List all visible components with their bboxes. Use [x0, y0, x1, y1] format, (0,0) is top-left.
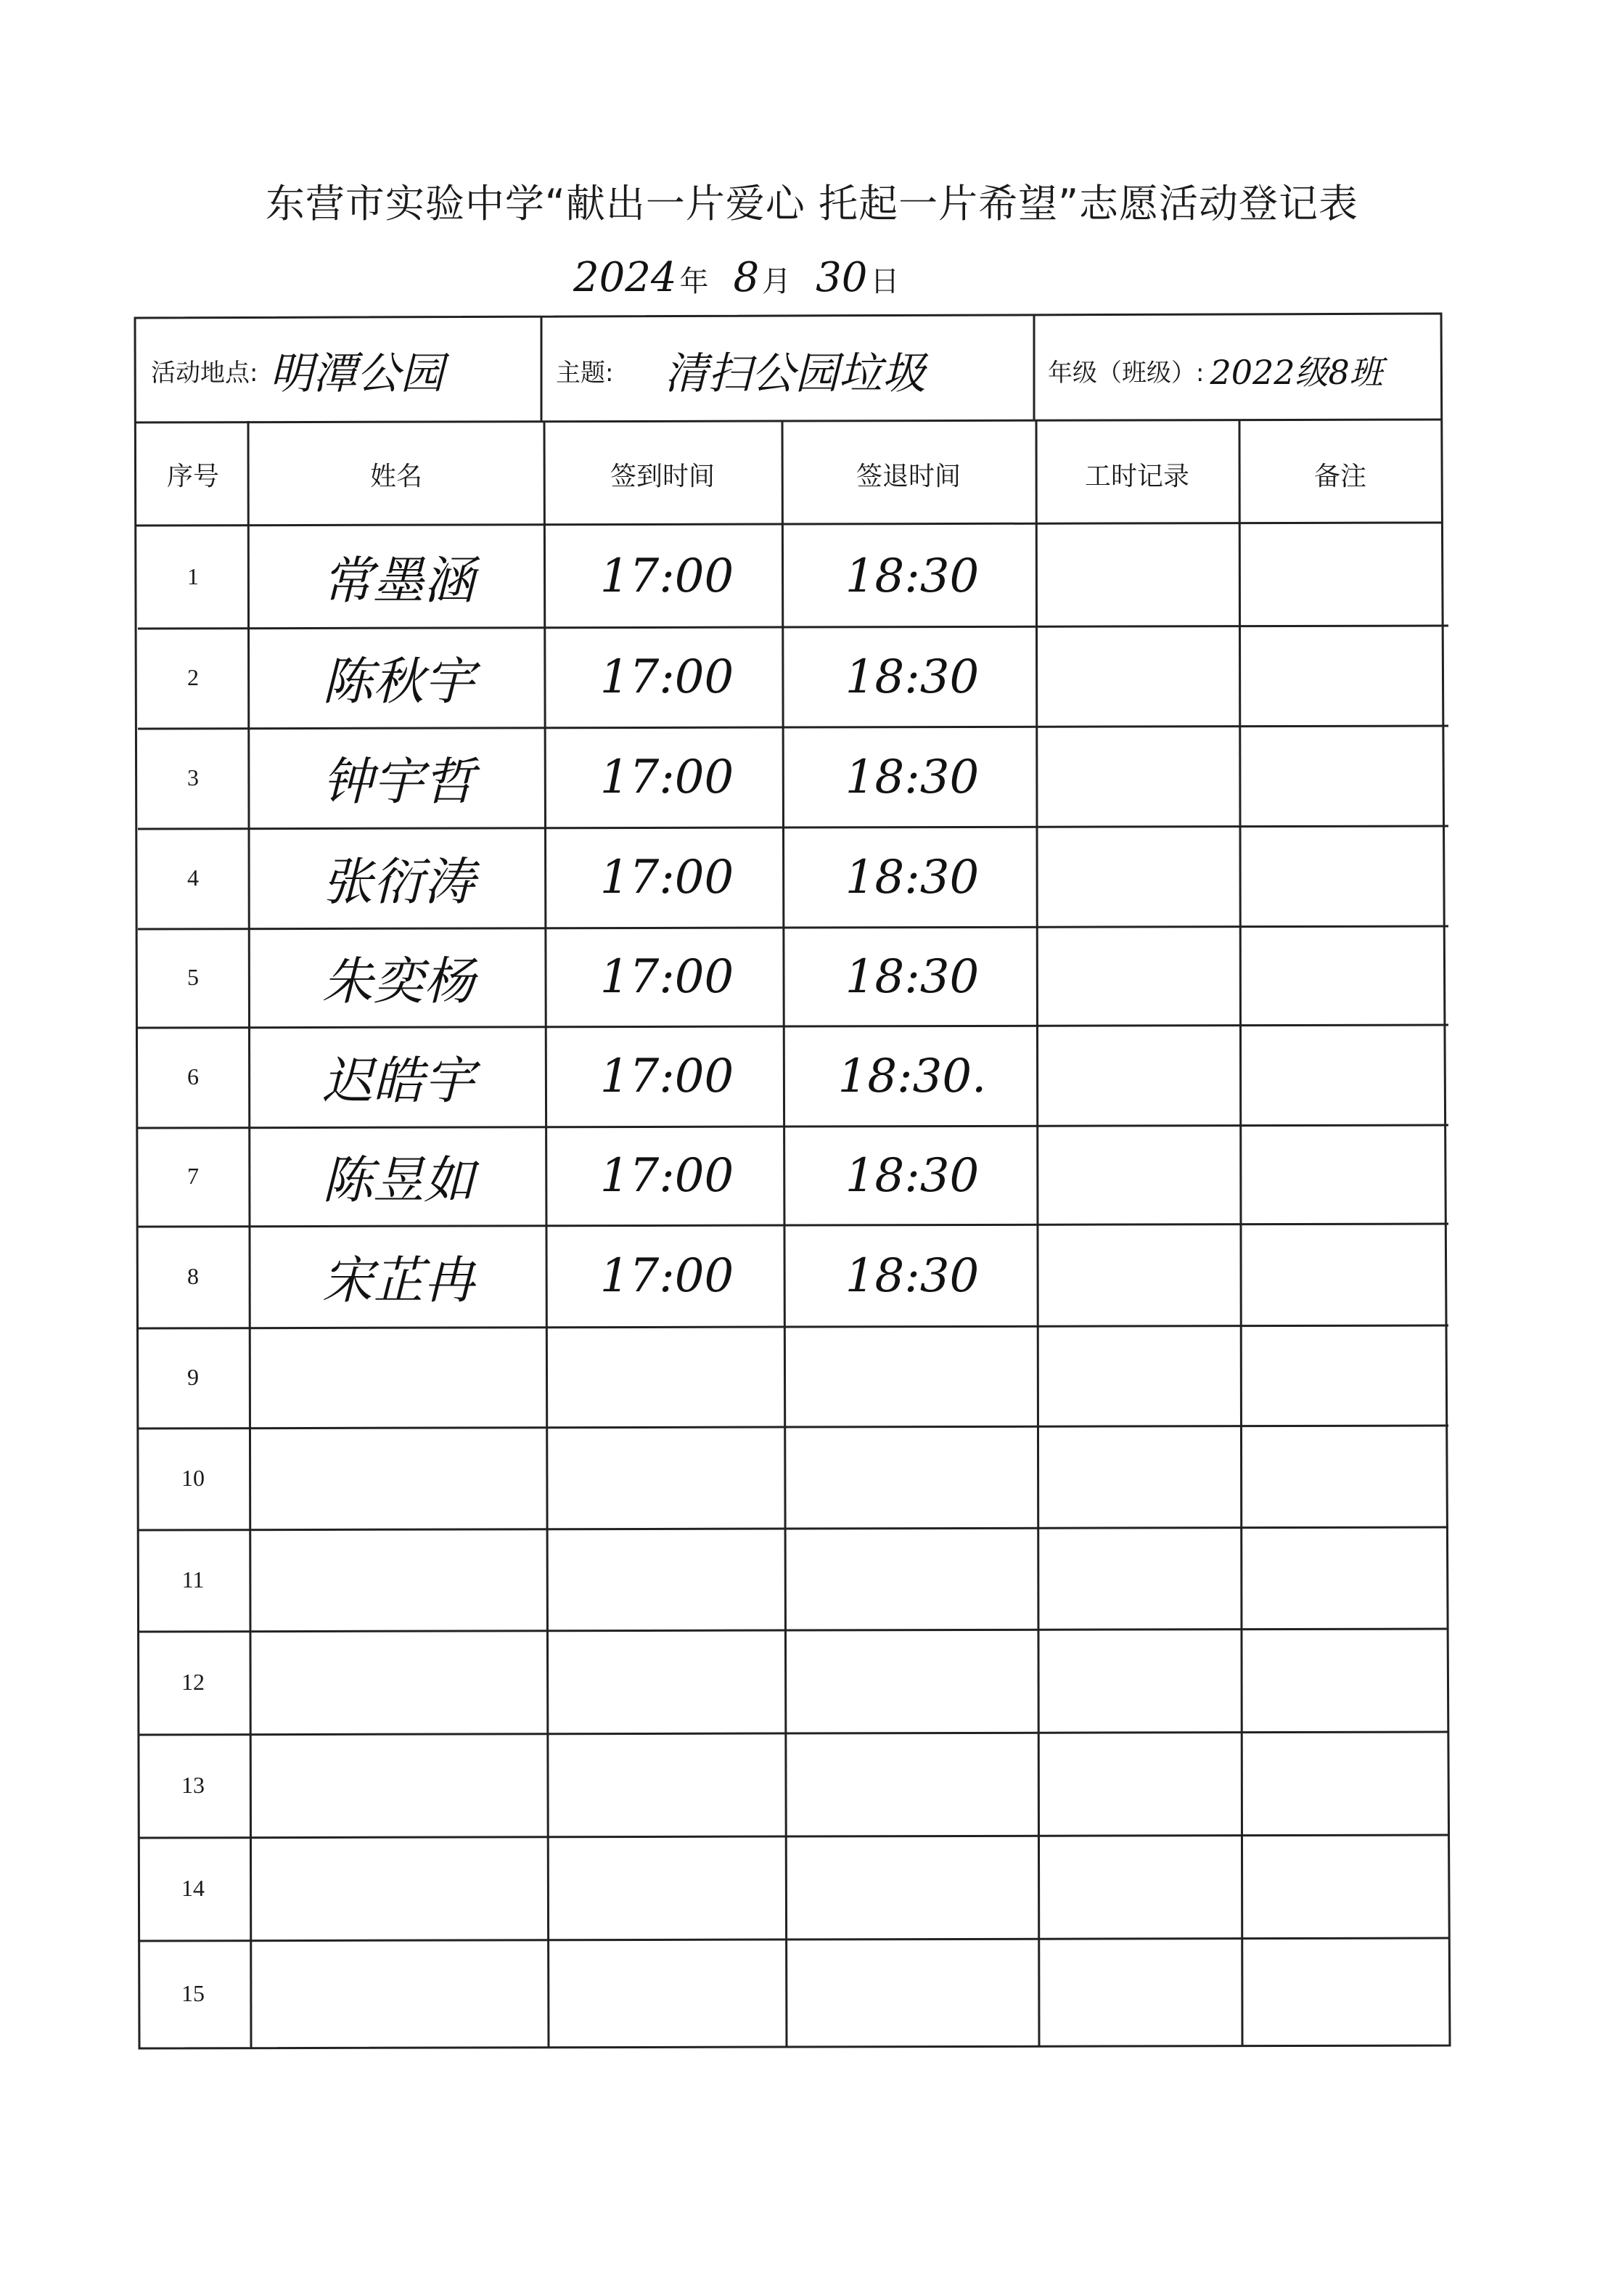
theme-field — [556, 318, 1028, 422]
name-cell — [250, 1733, 547, 1836]
date-year: 2024 — [573, 254, 677, 301]
date-month-unit: 月 — [762, 265, 792, 298]
name-cell: 常墨涵 — [322, 550, 475, 610]
name-cell: 陈秋宇 — [322, 651, 475, 711]
seq-number: 1 — [187, 563, 199, 589]
seq-number: 9 — [187, 1363, 199, 1390]
col-header-note: 备注 — [1313, 461, 1366, 491]
checkin-cell: 17:00 — [599, 1050, 734, 1103]
note-cell — [1242, 1733, 1444, 1836]
date-day: 30 — [816, 254, 868, 301]
hours-cell — [1039, 827, 1241, 928]
checkout-cell — [787, 1939, 1038, 2047]
checkout-cell — [787, 1630, 1038, 1733]
note-cell — [1242, 1630, 1444, 1733]
checkout-cell — [787, 1327, 1038, 1427]
hours-cell — [1039, 1630, 1241, 1733]
seq-number: 4 — [187, 864, 199, 891]
checkout-cell: 18:30 — [845, 1149, 980, 1203]
checkout-cell: 18:30. — [837, 1050, 987, 1103]
note-cell — [1242, 1127, 1444, 1225]
hours-cell — [1039, 1836, 1241, 1939]
note-cell — [1242, 1225, 1444, 1327]
location-label: 活动地点: — [151, 358, 258, 388]
name-cell — [250, 1327, 547, 1427]
hours-cell — [1039, 627, 1241, 727]
note-cell — [1242, 526, 1444, 627]
checkout-cell — [787, 1836, 1038, 1939]
checkin-cell — [549, 1327, 785, 1427]
checkout-cell: 18:30 — [845, 751, 980, 804]
hours-cell — [1039, 1026, 1241, 1127]
checkin-cell: 17:00 — [599, 851, 734, 904]
note-cell — [1242, 627, 1444, 727]
checkin-cell — [549, 1733, 785, 1836]
hours-cell — [1039, 928, 1241, 1026]
note-cell — [1242, 1327, 1444, 1427]
date-year-unit: 年 — [679, 265, 709, 298]
name-cell: 陈昱如 — [322, 1150, 475, 1210]
seq-number: 3 — [187, 764, 199, 790]
grade-field — [1048, 318, 1440, 422]
seq-number: 12 — [181, 1668, 205, 1695]
checkin-cell: 17:00 — [599, 950, 734, 1004]
checkout-cell: 18:30 — [845, 851, 980, 904]
name-cell — [250, 1836, 547, 1939]
name-cell — [250, 1427, 547, 1529]
name-cell: 宋芷冉 — [322, 1250, 475, 1310]
checkin-cell: 17:00 — [599, 549, 734, 603]
checkin-cell: 17:00 — [599, 1149, 734, 1203]
checkin-cell — [549, 1836, 785, 1939]
checkout-cell: 18:30 — [845, 650, 980, 704]
hours-cell — [1039, 1327, 1241, 1427]
name-cell: 迟皓宇 — [322, 1050, 475, 1111]
checkout-cell — [787, 1733, 1038, 1836]
seq-number: 10 — [181, 1464, 205, 1491]
checkout-cell — [787, 1529, 1038, 1630]
checkin-cell — [549, 1939, 785, 2047]
seq-number: 8 — [187, 1262, 199, 1289]
form-title: 东营市实验中学“献出一片爱心 托起一片希望”志愿活动登记表 — [265, 181, 1359, 226]
hours-cell — [1039, 1225, 1241, 1327]
seq-number: 11 — [181, 1566, 205, 1593]
name-cell — [250, 1529, 547, 1630]
seq-number: 13 — [181, 1771, 205, 1798]
checkin-cell: 17:00 — [599, 751, 734, 804]
seq-number: 14 — [181, 1874, 205, 1901]
checkout-cell: 18:30 — [845, 549, 980, 603]
col-header-no: 序号 — [166, 461, 219, 491]
grade-label: 年级（班级）: — [1048, 358, 1205, 388]
name-cell: 钟宇哲 — [322, 751, 475, 812]
grade-value: 2022级8班 — [1210, 353, 1383, 392]
col-header-name: 姓名 — [369, 461, 422, 491]
note-cell — [1242, 1529, 1444, 1630]
checkin-cell — [549, 1427, 785, 1529]
location-field — [151, 318, 536, 422]
note-cell — [1242, 727, 1444, 827]
location-value: 明潭公园 — [269, 348, 444, 399]
seq-number: 7 — [187, 1162, 199, 1189]
hours-cell — [1039, 1427, 1241, 1529]
name-cell — [250, 1939, 547, 2047]
hours-cell — [1039, 1939, 1241, 2047]
seq-number: 5 — [187, 963, 199, 990]
name-cell: 朱奕杨 — [322, 951, 475, 1011]
checkin-cell: 17:00 — [599, 650, 734, 704]
seq-number: 15 — [181, 1979, 205, 2006]
name-cell: 张衍涛 — [322, 851, 475, 912]
checkout-cell: 18:30 — [845, 950, 980, 1004]
seq-number: 2 — [187, 663, 199, 690]
date-month: 8 — [733, 254, 760, 301]
date-day-unit: 日 — [870, 265, 900, 298]
theme-value: 清扫公园垃圾 — [664, 348, 926, 399]
hours-cell — [1039, 1127, 1241, 1225]
hours-cell — [1039, 1733, 1241, 1836]
theme-label: 主题: — [556, 358, 614, 388]
note-cell — [1242, 1836, 1444, 1939]
note-cell — [1242, 1026, 1444, 1127]
checkin-cell: 17:00 — [599, 1249, 734, 1303]
hours-cell — [1039, 526, 1241, 627]
hours-cell — [1039, 1529, 1241, 1630]
checkin-cell — [549, 1630, 785, 1733]
seq-number: 6 — [187, 1063, 199, 1090]
name-cell — [250, 1630, 547, 1733]
note-cell — [1242, 1939, 1444, 2047]
checkout-cell — [787, 1427, 1038, 1529]
col-header-checkout: 签退时间 — [856, 461, 961, 491]
hours-cell — [1039, 727, 1241, 827]
note-cell — [1242, 1427, 1444, 1529]
checkout-cell: 18:30 — [845, 1249, 980, 1303]
note-cell — [1242, 827, 1444, 928]
note-cell — [1242, 928, 1444, 1026]
col-header-checkin: 签到时间 — [610, 461, 715, 491]
col-header-hours: 工时记录 — [1084, 461, 1189, 491]
checkin-cell — [549, 1529, 785, 1630]
